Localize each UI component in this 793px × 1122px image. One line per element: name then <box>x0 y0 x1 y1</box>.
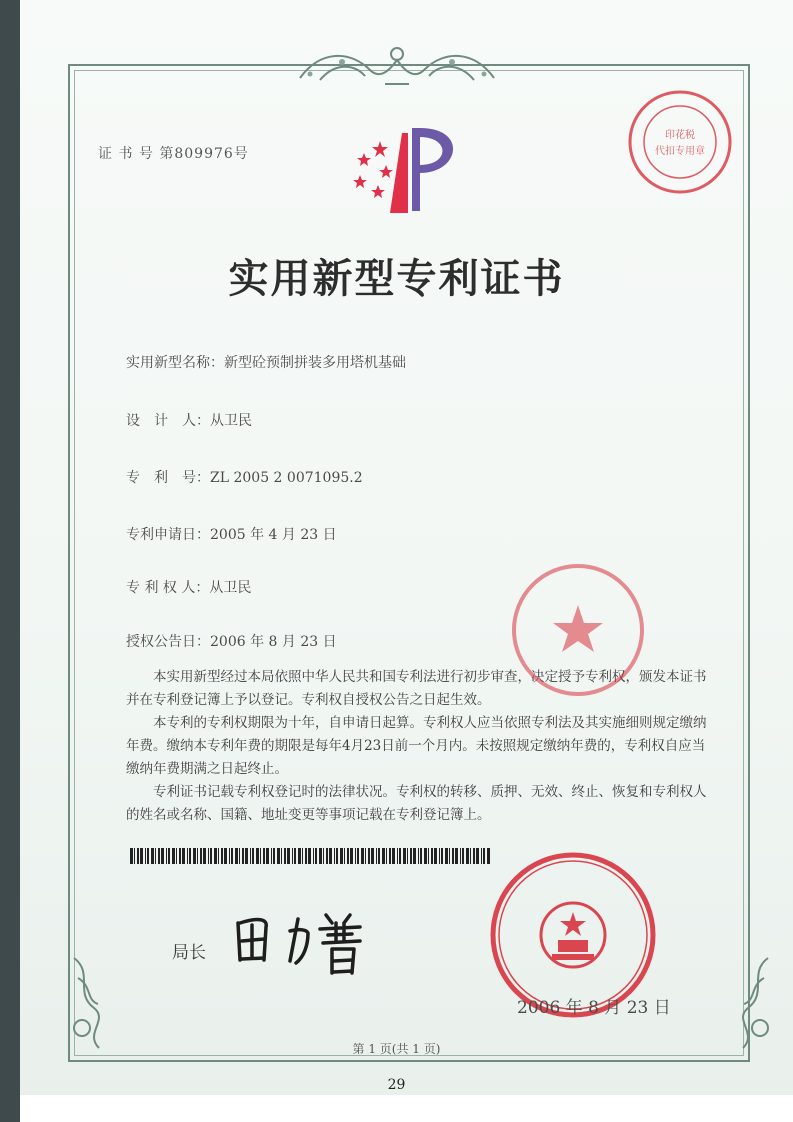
barcode-bar <box>166 848 167 864</box>
field-label: 专 利 号： <box>126 470 210 486</box>
barcode-bar <box>200 848 202 864</box>
certificate-number: 证 书 号 第809976号 <box>98 146 249 162</box>
barcode-bar <box>424 848 427 864</box>
barcode-bar <box>224 848 227 864</box>
barcode-bar <box>263 848 265 864</box>
field-value: 从卫民 <box>210 413 252 429</box>
barcode-bar <box>235 848 238 864</box>
company-seal-icon <box>508 560 648 700</box>
barcode-bar <box>481 848 482 864</box>
barcode-bar <box>473 848 475 864</box>
barcode-bar <box>466 848 469 864</box>
barcode-bar <box>182 848 185 864</box>
barcode-bar <box>410 848 412 864</box>
barcode-bar <box>284 848 286 864</box>
barcode-bar <box>168 848 170 864</box>
field-patentee <box>126 577 251 597</box>
tax-seal-icon <box>626 88 734 196</box>
barcode-bar <box>292 848 293 864</box>
barcode-bar <box>193 848 196 864</box>
barcode-bar <box>231 848 233 864</box>
issue-date: 2006 年 8 月 23 日 <box>517 998 671 1018</box>
barcode-bar <box>368 848 370 864</box>
barcode-bar <box>203 848 206 864</box>
barcode-bar <box>355 848 356 864</box>
barcode-bar <box>197 848 198 864</box>
national-emblem-icon <box>541 903 605 967</box>
barcode-bar <box>158 848 160 864</box>
barcode-bar <box>476 848 479 864</box>
body-paragraph: 本实用新型经过本局依照中华人民共和国专利法进行初步审查，决定授予专利权，颁发本证书并在专利登记簿上予以登记。专利权自授权公告之日起生效。 <box>126 669 707 708</box>
field-label: 实用新型名称： <box>126 355 224 371</box>
barcode-bar <box>242 848 244 864</box>
field-value: 2006 年 8 月 23 日 <box>210 634 337 650</box>
barcode-bar <box>134 848 135 864</box>
barcode-bar <box>445 848 448 864</box>
barcode-bar <box>455 848 458 864</box>
barcode-bar <box>397 848 398 864</box>
barcode-bar <box>218 848 219 864</box>
field-patent-number <box>126 467 363 487</box>
field-value: 2005 年 4 月 23 日 <box>210 527 337 543</box>
barcode-bar <box>137 848 139 864</box>
barcode-bar <box>252 848 254 864</box>
barcode-bar <box>340 848 343 864</box>
barcode-bar <box>413 848 416 864</box>
barcode-bar <box>315 848 317 864</box>
barcode-bar <box>319 848 322 864</box>
barcode-bar <box>208 848 209 864</box>
barcode-bar <box>273 848 275 864</box>
page-info: 第 1 页(共 1 页) <box>352 1042 441 1056</box>
scanner-edge <box>0 0 20 1122</box>
barcode-bar <box>329 848 332 864</box>
barcode-bar <box>350 848 353 864</box>
handwritten-signature <box>228 905 378 980</box>
field-value: 新型砼预制拼装多用塔机基础 <box>224 355 406 371</box>
barcode-bar <box>386 848 387 864</box>
barcode-bar <box>434 848 437 864</box>
barcode-bar <box>260 848 261 864</box>
barcode-bar <box>281 848 282 864</box>
barcode-bar <box>313 848 314 864</box>
barcode-bar <box>271 848 272 864</box>
barcode-bar <box>357 848 359 864</box>
barcode-bar <box>344 848 345 864</box>
field-value: ZL 2005 2 0071095.2 <box>210 470 363 486</box>
barcode-bar <box>298 848 301 864</box>
barcode-bar <box>239 848 240 864</box>
barcode-bar <box>326 848 328 864</box>
barcode-bar <box>483 848 485 864</box>
barcode-bar <box>399 848 401 864</box>
barcode-bar <box>140 848 143 864</box>
barcode-bar <box>189 848 191 864</box>
barcode-bar <box>250 848 251 864</box>
barcode-bar <box>439 848 440 864</box>
barcode-bar <box>179 848 181 864</box>
barcode-bar <box>365 848 366 864</box>
barcode-bar <box>187 848 188 864</box>
certificate-title: 实用新型专利证书 <box>228 255 565 302</box>
barcode-bar <box>361 848 364 864</box>
barcode-bar <box>229 848 230 864</box>
barcode-bar <box>420 848 422 864</box>
barcode-bar <box>376 848 377 864</box>
barcode-bar <box>130 848 133 864</box>
barcode-bar <box>302 848 303 864</box>
barcode-bar <box>336 848 338 864</box>
barcode-bar <box>287 848 290 864</box>
barcode-bar <box>382 848 385 864</box>
barcode-bar <box>266 848 269 864</box>
field-designer <box>126 410 252 430</box>
barcode-bar <box>428 848 429 864</box>
field-label: 专 利 权 人： <box>126 580 210 596</box>
director-label: 局长 <box>172 943 206 963</box>
barcode-bar <box>305 848 307 864</box>
field-application-date <box>126 524 337 544</box>
field-label: 授权公告日： <box>126 634 210 650</box>
barcode-bar <box>214 848 217 864</box>
barcode-bar <box>449 848 450 864</box>
barcode-bar <box>294 848 296 864</box>
field-value: 从卫民 <box>209 580 252 596</box>
sipo-logo-icon <box>350 123 470 218</box>
field-grant-date <box>126 631 337 651</box>
barcode-bar <box>176 848 177 864</box>
page-number: 29 <box>387 1077 406 1093</box>
barcode-bar <box>371 848 374 864</box>
ornament-top-icon <box>290 40 504 90</box>
barcode-bar <box>256 848 259 864</box>
barcode-bar <box>462 848 464 864</box>
barcode-bar <box>147 848 149 864</box>
barcode-bar <box>441 848 443 864</box>
barcode-bar <box>460 848 461 864</box>
barcode-bar <box>155 848 156 864</box>
barcode-bar <box>245 848 248 864</box>
barcode-bar <box>221 848 223 864</box>
barcode-bar <box>452 848 454 864</box>
barcode-bar <box>347 848 349 864</box>
barcode-bar <box>418 848 419 864</box>
barcode-bar <box>161 848 164 864</box>
barcode-bar <box>172 848 175 864</box>
barcode <box>130 848 490 864</box>
barcode-bar <box>277 848 280 864</box>
body-paragraph: 本专利的专利权期限为十年，自申请日起算。专利权人应当依照专利法及其实施细则规定缴纳年费。缴纳本专利年费的期限是每年4月23日前一个月内。未按照规定缴纳年费的，专利权自应当缴纳年费期满之日起终止。 <box>126 715 707 777</box>
field-utility-model-name <box>126 352 406 372</box>
field-label: 专利申请日： <box>126 527 210 543</box>
seal-text: 印花税 <box>665 130 695 141</box>
barcode-bar <box>151 848 154 864</box>
barcode-bar <box>378 848 380 864</box>
body-paragraph: 专利证书记载专利权登记时的法律状况。专利权的转移、质押、无效、终止、恢复和专利权人的姓名或名称、国籍、地址变更等事项记载在专利登记簿上。 <box>126 784 707 823</box>
barcode-bar <box>323 848 324 864</box>
barcode-bar <box>407 848 408 864</box>
barcode-bar <box>431 848 433 864</box>
barcode-bar <box>145 848 146 864</box>
barcode-bar <box>389 848 391 864</box>
seal-text: 代扣专用章 <box>655 146 705 157</box>
field-label: 设 计 人： <box>126 413 210 429</box>
barcode-bar <box>308 848 311 864</box>
barcode-bar <box>334 848 335 864</box>
barcode-bar <box>403 848 406 864</box>
barcode-bar <box>470 848 471 864</box>
barcode-bar <box>210 848 212 864</box>
barcode-bar <box>392 848 395 864</box>
